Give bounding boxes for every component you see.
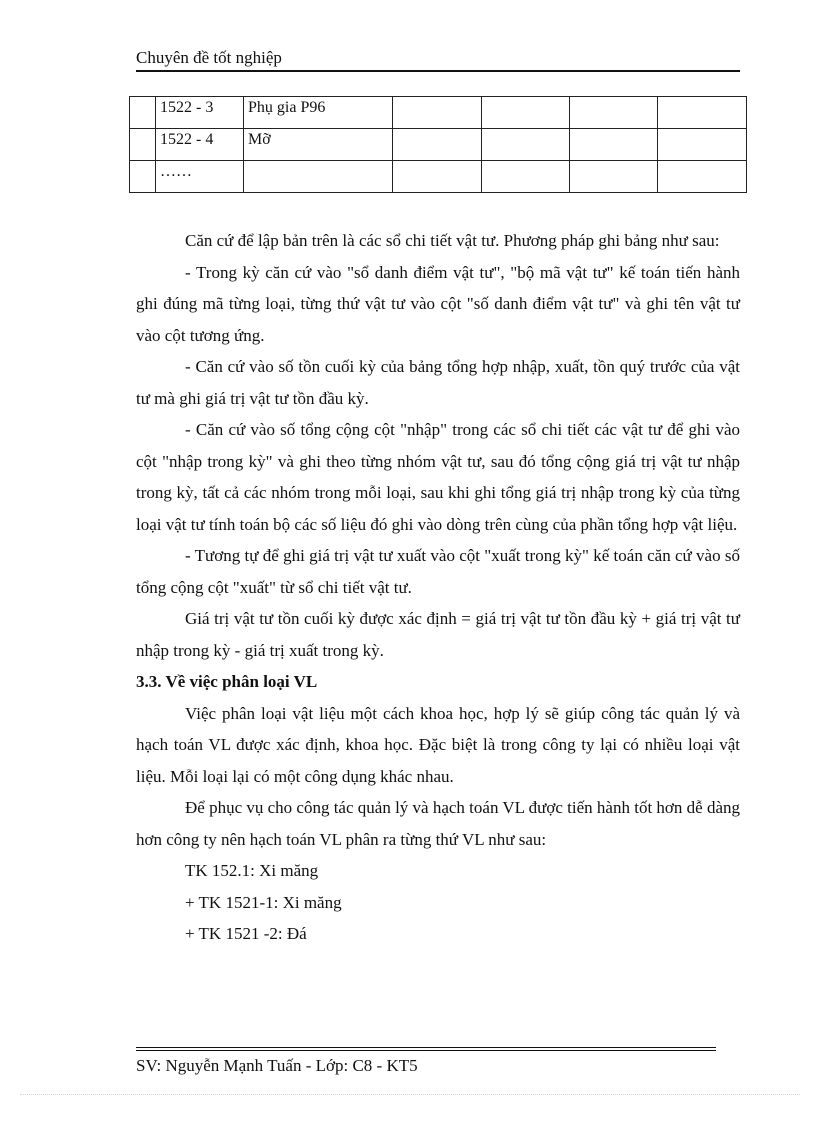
paragraph: Việc phân loại vật liệu một cách khoa học, hợp lý sẽ giúp công tác quản lý và hạch toán VL được xác định, khoa học. Đặc biệt là trong công ty lại có nhiều loại vật liệu. Mỗi loại lại có một công dụng khác nhau. (136, 703, 740, 786)
table-cell (393, 161, 482, 193)
paragraph: - Trong kỳ căn cứ vào "sổ danh điểm vật tư", "bộ mã vật tư" kế toán tiến hành ghi đúng mã từng loại, từng thứ vật tư vào cột "số danh điểm vật tư" và ghi tên vật tư vào cột tương ứng. (136, 262, 740, 345)
table-cell (393, 97, 482, 129)
table-cell (570, 161, 658, 193)
paragraph: Giá trị vật tư tồn cuối kỳ được xác định = giá trị vật tư tồn đầu kỳ + giá trị vật tư nhập trong kỳ - giá trị xuất trong kỳ. (136, 609, 740, 660)
material-code-cell: 1522 - 4 (156, 129, 244, 161)
footer-divider (136, 1050, 716, 1051)
materials-ledger-table (129, 96, 747, 193)
section-heading: 3.3. Về việc phân loại VL (136, 672, 318, 691)
header-divider (136, 70, 740, 72)
table-cell (658, 97, 747, 129)
list-item: TK 152.1: Xi măng (185, 861, 319, 880)
table-cell (130, 97, 156, 129)
table-cell (570, 97, 658, 129)
table-cell (393, 129, 482, 161)
table-cell (570, 129, 658, 161)
table-cell (658, 161, 747, 193)
table-cell (482, 129, 570, 161)
paragraph: - Căn cứ vào số tổng cộng cột "nhập" trong các sổ chi tiết các vật tư để ghi vào cột "nhập trong kỳ" và ghi theo từng nhóm vật tư, sau đó tổng cộng giá trị vật tư nhập trong kỳ, tất cả các nhóm trong mỗi loại, sau khi ghi tổng giá trị nhập trong kỳ của từng loại vật tư tính toán bộ các số liệu đó ghi vào dòng trên cùng của phần tổng hợp vật liệu. (136, 420, 740, 534)
paragraph: Để phục vụ cho công tác quản lý và hạch toán VL được tiến hành tốt hơn dễ dàng hơn công ty nên hạch toán VL phân ra từng thứ VL như sau: (136, 798, 740, 849)
material-name-cell: Mỡ (244, 129, 393, 161)
list-item: + TK 1521 -2: Đá (185, 924, 307, 943)
material-code-cell: …… (156, 161, 244, 193)
page-edge-line (20, 1094, 800, 1095)
material-code-cell: 1522 - 3 (156, 97, 244, 129)
paragraph: - Căn cứ vào số tồn cuối kỳ của bảng tổng hợp nhập, xuất, tồn quý trước của vật tư mà ghi giá trị vật tư tồn đầu kỳ. (136, 357, 740, 408)
document-body (136, 225, 740, 950)
table-cell (130, 129, 156, 161)
table-cell (482, 97, 570, 129)
table-cell (482, 161, 570, 193)
paragraph: - Tương tự để ghi giá trị vật tư xuất vào cột "xuất trong kỳ" kế toán căn cứ vào số tổng cộng cột "xuất" từ sổ chi tiết vật tư. (136, 546, 740, 597)
table-cell (130, 161, 156, 193)
table-row (130, 161, 747, 193)
material-name-cell (244, 161, 393, 193)
list-item: + TK 1521-1: Xi măng (185, 892, 342, 912)
page-footer-text: SV: Nguyễn Mạnh Tuấn - Lớp: C8 - KT5 (136, 1056, 418, 1075)
material-name-cell: Phụ gia P96 (244, 97, 393, 129)
page-header-title: Chuyên đề tốt nghiệp (136, 48, 282, 67)
table-row (130, 129, 747, 161)
paragraph: Căn cứ để lập bản trên là các sổ chi tiết vật tư. Phương pháp ghi bảng như sau: (185, 231, 720, 250)
table-cell (658, 129, 747, 161)
table-row (130, 97, 747, 129)
footer-divider (136, 1047, 716, 1048)
